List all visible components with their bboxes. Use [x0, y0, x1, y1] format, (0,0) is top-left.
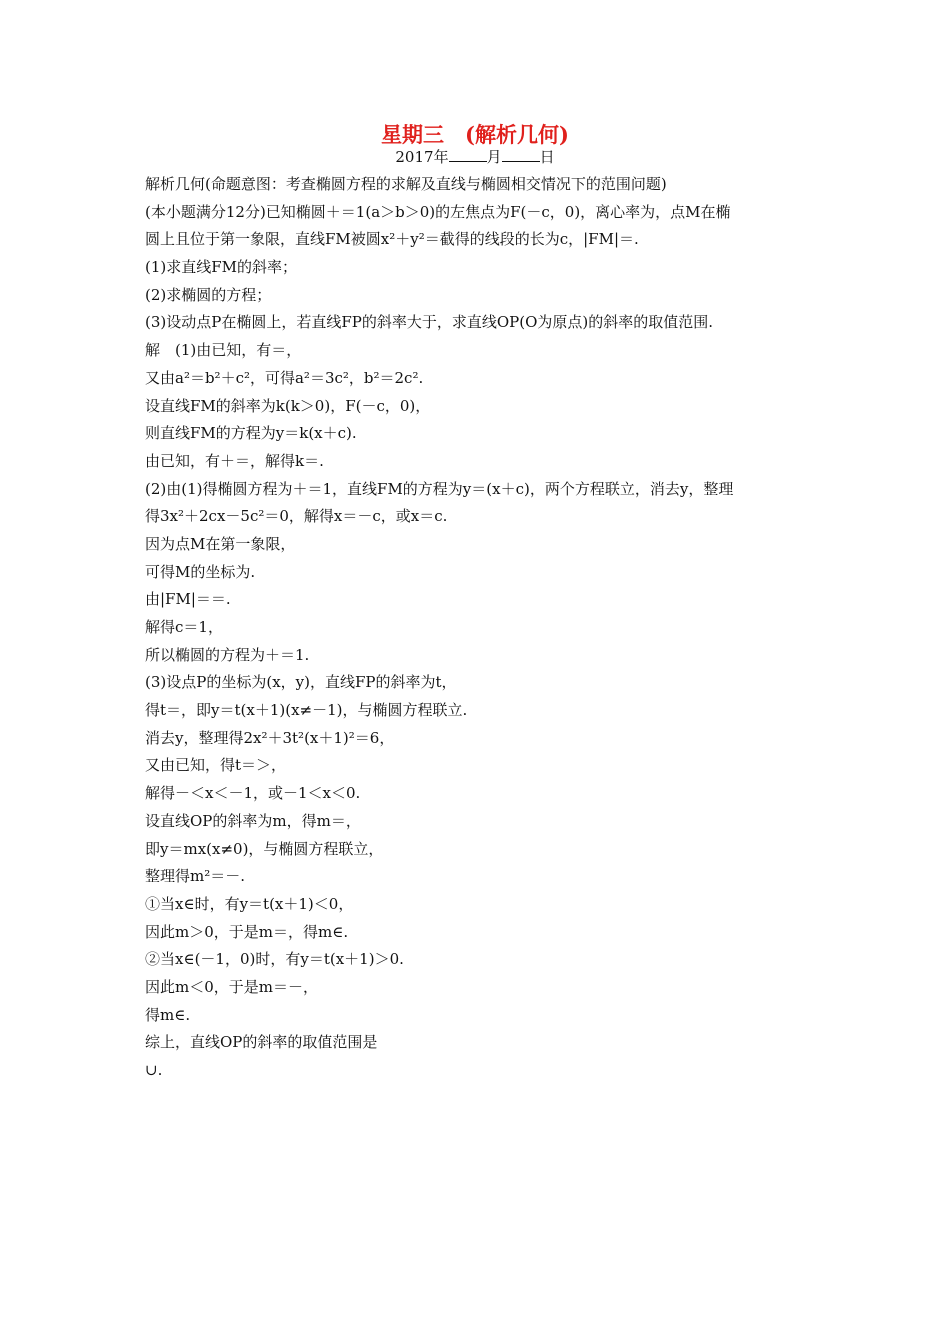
text-line: ①当x∈时，有y＝t(x＋1)＜0，: [145, 894, 354, 913]
text-line: 又由a²＝b²＋c²，可得a²＝3c²，b²＝2c².: [145, 368, 424, 387]
text-line: 得m∈.: [145, 1005, 191, 1024]
text-line: 整理得m²＝－.: [145, 867, 246, 886]
text-line: 则直线FM的方程为y＝k(x＋c).: [145, 424, 357, 443]
date-day: 日: [539, 148, 555, 166]
month-blank: [449, 147, 487, 162]
text-line: 解得c＝1，: [145, 618, 223, 636]
text-line: 圆上且位于第一象限，直线FM被圆x²＋y²＝截得的线段的长为c，|FM|＝.: [145, 230, 639, 249]
text-line: 因为点M在第一象限，: [145, 534, 296, 553]
text-line: 消去y，整理得2x²＋3t²(x＋1)²＝6，: [145, 728, 395, 747]
text-line: ②当x∈(－1，0)时，有y＝t(x＋1)＞0.: [145, 950, 404, 969]
text-line: (3)设动点P在椭圆上，若直线FP的斜率大于，求直线OP(O为原点)的斜率的取值范围.: [145, 313, 714, 332]
text-line: 由已知，有＋＝，解得k＝.: [145, 451, 324, 470]
text-line: ∪.: [145, 1061, 163, 1079]
date-line: [0, 147, 950, 167]
text-line: 又由已知，得t＝＞，: [145, 756, 287, 775]
text-line: 可得M的坐标为.: [145, 562, 256, 581]
text-line: 因此m＞0，于是m＝，得m∈.: [145, 922, 349, 941]
page-title: 星期三 (解析几何): [381, 122, 569, 147]
date-month: 月: [486, 148, 502, 166]
text-line: 综上，直线OP的斜率的取值范围是: [145, 1033, 378, 1052]
text-line: 得3x²＋2cx－5c²＝0，解得x＝－c，或x＝c.: [145, 507, 448, 526]
text-line: 由|FM|＝＝.: [145, 590, 231, 609]
text-line: (1)求直线FM的斜率；: [145, 258, 298, 277]
text-line: 因此m＜0，于是m＝－，: [145, 977, 318, 996]
date-year: 2017年: [395, 148, 449, 166]
text-line: 得t＝，即y＝t(x＋1)(x≠－1)，与椭圆方程联立.: [145, 701, 468, 720]
day-blank: [502, 147, 540, 162]
text-line: (本小题满分12分)已知椭圆＋＝1(a＞b＞0)的左焦点为F(－c，0)，离心率为，点M在椭: [145, 202, 731, 221]
text-line: 解析几何(命题意图：考查椭圆方程的求解及直线与椭圆相交情况下的范围问题): [145, 175, 667, 193]
text-line: 设直线OP的斜率为m，得m＝，: [145, 811, 361, 830]
text-line: 所以椭圆的方程为＋＝1.: [145, 645, 310, 664]
text-line: (2)求椭圆的方程；: [145, 285, 272, 304]
problem-body: [145, 171, 810, 1085]
text-line: 解得－＜x＜－1，或－1＜x＜0.: [145, 784, 361, 803]
text-line: 即y＝mx(x≠0)，与椭圆方程联立，: [145, 839, 384, 858]
text-line: (2)由(1)得椭圆方程为＋＝1，直线FM的方程为y＝(x＋c)，两个方程联立，消去y，整理: [145, 479, 734, 498]
text-line: (3)设点P的坐标为(x，y)，直线FP的斜率为t，: [145, 673, 457, 692]
text-line: 解 (1)由已知，有＝，: [145, 341, 302, 360]
text-line: 设直线FM的斜率为k(k＞0)，F(－c，0)，: [145, 396, 431, 415]
